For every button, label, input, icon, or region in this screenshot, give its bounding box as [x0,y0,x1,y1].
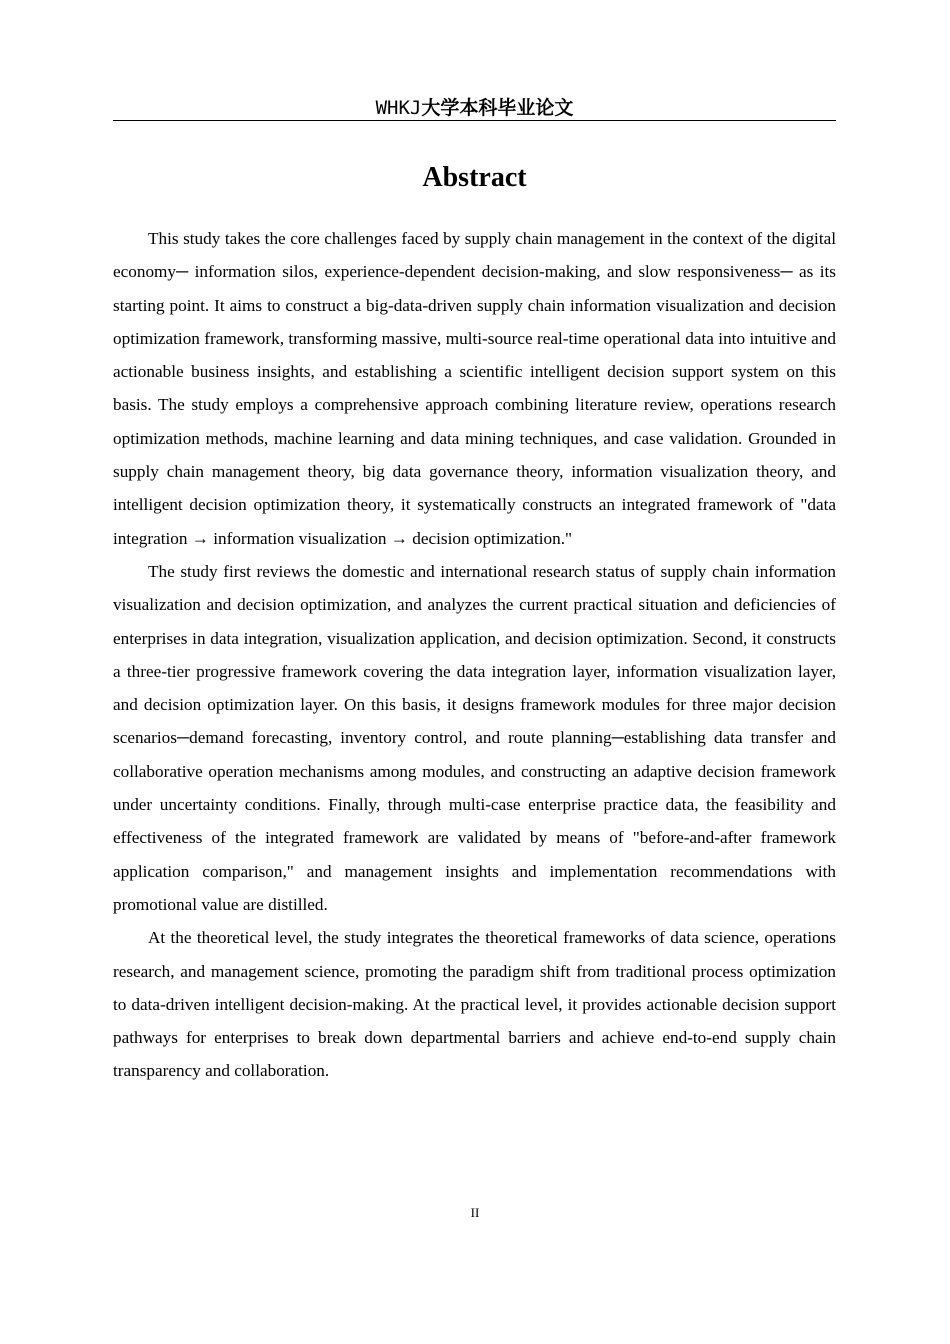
page-number: II [470,1205,480,1220]
abstract-paragraph-2: The study first reviews the domestic and international research status of supply chain information visualization and decision optimization, and analyzes the current practical situation and deficiencies of enterprises in data integration, visualization application, and decision optimization. Second, it constructs a three-tier progressive framework covering the data integration layer, information visualization layer, and decision optimization layer. On this basis, it designs framework modules for three major decision scenarios─demand forecasting, inventory control, and route planning─establishing data transfer and collaborative operation mechanisms among modules, and constructing an adaptive decision framework under uncertainty conditions. Finally, through multi-case enterprise practice data, the feasibility and effectiveness of the integrated framework are validated by means of "before-and-after framework application comparison," and management insights and implementation recommendations with promotional value are distilled. [113,561,836,914]
header-institution-latin: WHKJ [375,97,422,119]
abstract-title: Abstract [422,162,527,193]
abstract-paragraph-3: At the theoretical level, the study integrates the theoretical frameworks of data science, operations research, and management science, promoting the paradigm shift from traditional process optimization to data-driven intelligent decision-making. At the practical level, it provides actionable decision support pathways for enterprises to break down departmental barriers and achieve end-to-end supply chain transparency and collaboration. [113,928,836,1081]
header-institution-cjk: 大学本科毕业论文 [421,97,574,119]
abstract-paragraph-1: This study takes the core challenges faced by supply chain management in the context of the digital economy─ information silos, experience-dependent decision-making, and slow responsiveness─ as its starting point. It aims to construct a big-data-driven supply chain information visualization and decision optimization framework, transforming massive, multi-source real-time operational data into intuitive and actionable business insights, and establishing a scientific intelligent decision support system on this basis. The study employs a comprehensive approach combining literature review, operations research optimization methods, machine learning and data mining techniques, and case validation. Grounded in supply chain management theory, big data governance theory, information visualization theory, and intelligent decision optimization theory, it systematically constructs an integrated framework of "data integration → information visualization → decision optimization." [113,229,836,548]
running-header [113,94,836,121]
abstract-body [113,222,836,1088]
